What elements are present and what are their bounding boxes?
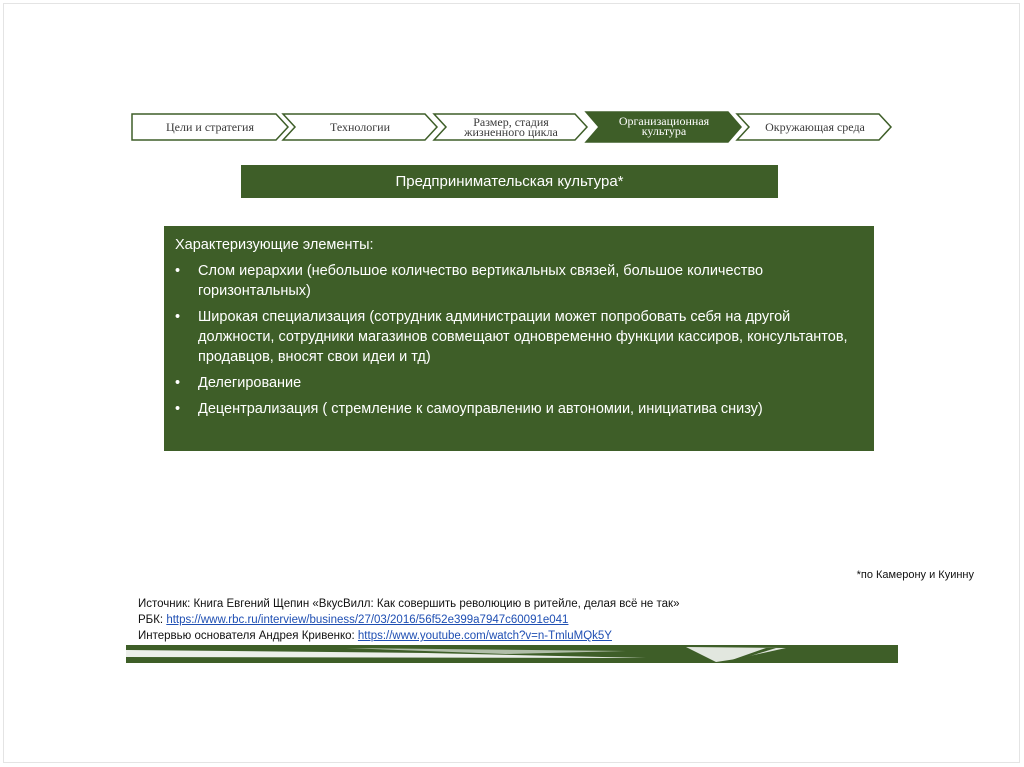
source-rbc bbox=[138, 612, 679, 628]
chevron-label-1: Цели и стратегия bbox=[166, 120, 254, 134]
chevron-label-2: Технологии bbox=[329, 120, 391, 134]
list-item-text: Делегирование bbox=[198, 375, 302, 391]
list-item-text: Децентрализация ( стремление к самоуправлению и автономии, инициатива снизу) bbox=[198, 401, 763, 417]
rbc-link[interactable]: https://www.rbc.ru/interview/business/27/03/2016/56f52e399a7947c60091e041 bbox=[166, 614, 569, 626]
section-title-text: Предпринимательская культура* bbox=[395, 173, 624, 190]
youtube-link[interactable]: https://www.youtube.com/watch?v=n-TmluMQk5Y bbox=[357, 630, 612, 642]
source-book: Источник: Книга Евгений Щепин «ВкусВилл: Как совершить революцию в ритейле, делая всё не так» bbox=[138, 598, 680, 610]
source-interview bbox=[138, 628, 679, 644]
source-rbc-prefix: РБК: bbox=[138, 614, 167, 626]
list-item-text: Широкая специализация (сотрудник администрации может попробовать себя на другой должности, сотрудники магазинов совмещают одновременно функции кассиров, консультантов, продавцов, вносят свои идеи и тд) bbox=[198, 309, 848, 365]
characteristics-list bbox=[175, 261, 862, 419]
bullet-icon: • bbox=[175, 375, 181, 391]
source-block bbox=[138, 596, 679, 644]
list-item bbox=[175, 261, 862, 301]
section-title bbox=[241, 165, 778, 198]
decorative-bottom-band bbox=[126, 645, 898, 663]
bullet-icon: • bbox=[175, 309, 181, 325]
characteristics-heading: Характеризующие элементы: bbox=[175, 237, 374, 253]
chevron-label-4: Организационная культура bbox=[618, 114, 710, 138]
list-item bbox=[175, 307, 862, 367]
bullet-icon: • bbox=[175, 263, 181, 279]
list-item bbox=[175, 373, 862, 393]
bullet-icon: • bbox=[175, 401, 181, 417]
footnote: *по Камерону и Куинну bbox=[856, 569, 974, 581]
chevron-label-3: Размер, стадия жизненного цикла bbox=[464, 115, 558, 139]
characteristics-box bbox=[164, 226, 874, 451]
list-item-text: Слом иерархии (небольшое количество вертикальных связей, большое количество горизонтальных) bbox=[198, 263, 764, 299]
source-interview-prefix: Интервью основателя Андрея Кривенко: bbox=[138, 630, 358, 642]
list-item bbox=[175, 399, 862, 419]
process-chevron-bar bbox=[0, 0, 1024, 160]
chevron-label-5: Окружающая среда bbox=[765, 120, 865, 134]
